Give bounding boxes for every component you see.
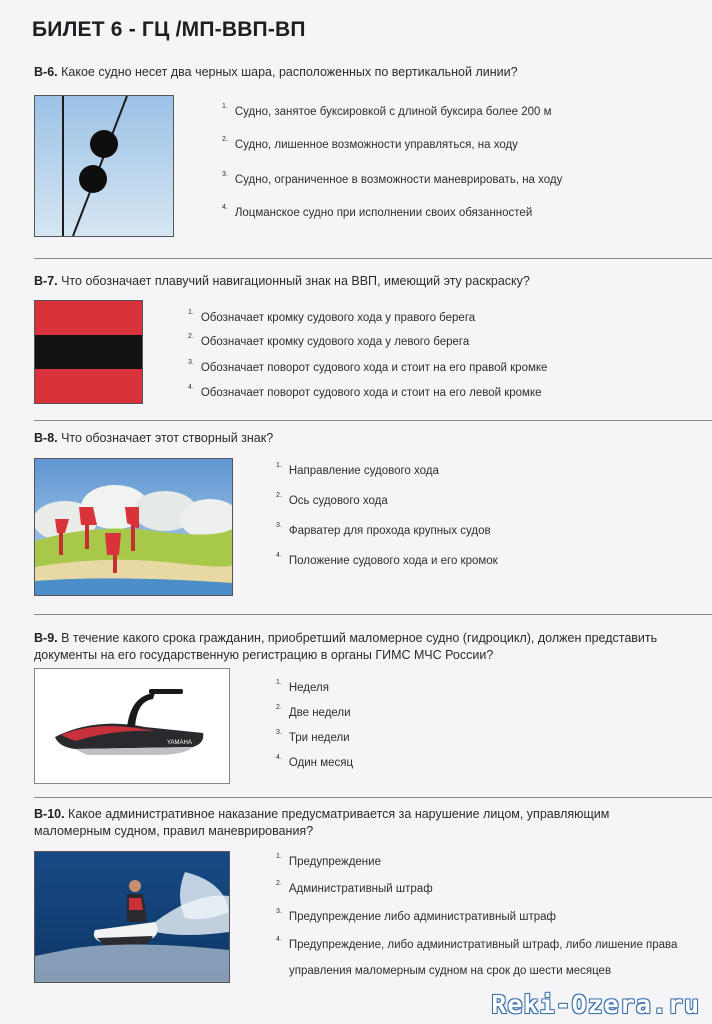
question-b9 — [34, 630, 680, 664]
question-text: В-7. Что обозначает плавучий навигационный знак на ВВП, имеющий эту раскраску? — [34, 274, 530, 288]
jetski-rider-photo — [34, 851, 230, 983]
option-3[interactable]: $^{3.}$ Три недели — [276, 729, 350, 744]
option-4[interactable]: $^{4.}$ Обозначает поворот судового хода и стоит на его левой кромке — [188, 384, 542, 399]
option-3[interactable]: $^{3.}$ Обозначает поворот судового хода и стоит на его правой кромке — [188, 359, 548, 374]
divider — [34, 614, 712, 615]
option-2[interactable]: $^{2.}$ Судно, лишенное возможности управляться, на ходу — [222, 136, 518, 151]
question-number: В-8. — [34, 431, 58, 445]
option-4[interactable]: $^{4.}$ Лоцманское судно при исполнении своих обязанностей — [222, 204, 533, 219]
option-2[interactable]: $^{2.}$ Административный штраф — [276, 880, 433, 895]
jetski-illustration — [35, 669, 229, 783]
option-3[interactable]: $^{3.}$ Судно, ограниченное в возможности маневрировать, на ходу — [222, 171, 563, 186]
brand-label: YAMAHA — [167, 740, 192, 746]
option-1[interactable]: $^{1.}$ Судно, занятое буксировкой с длиной буксира более 200 м — [222, 103, 552, 118]
rider-on-water-illustration — [35, 852, 229, 982]
black-ball-lower — [79, 165, 107, 193]
option-2[interactable]: $^{2.}$ Две недели — [276, 704, 351, 719]
red-black-buoy-coloring-image — [34, 300, 143, 404]
question-text: В-8. Что обозначает этот створный знак? — [34, 431, 274, 445]
question-number: В-9. — [34, 631, 58, 645]
option-4[interactable]: $^{4.}$ Один месяц — [276, 754, 354, 769]
black-band-middle — [35, 335, 142, 369]
option-4-continuation: управления маломерным судном на срок до шести месяцев — [289, 965, 612, 977]
question-b6 — [34, 64, 680, 81]
black-ball-upper — [90, 130, 118, 158]
option-4[interactable]: $^{4.}$ Положение судового хода и его кромок — [276, 552, 498, 567]
option-2[interactable]: $^{2.}$ Обозначает кромку судового хода у левого берега — [188, 333, 470, 348]
question-number: В-7. — [34, 274, 58, 288]
question-b8 — [34, 430, 680, 447]
option-3[interactable]: $^{3.}$ Предупреждение либо административный штраф — [276, 908, 557, 923]
option-1[interactable]: $^{1.}$ Предупреждение — [276, 853, 381, 868]
jetski-image — [34, 668, 230, 784]
mast-balls-illustration — [35, 96, 173, 236]
page-title: БИЛЕТ 6 - ГЦ /МП-ВВП-ВП — [32, 18, 306, 41]
red-band-bottom — [35, 369, 142, 403]
question-text: В-10. Какое административное наказание предусматривается за нарушение лицом, управляющим маломерным судном, правил маневрирования? — [34, 807, 610, 838]
question-b7 — [34, 273, 680, 290]
question-b10 — [34, 806, 680, 840]
range-sign-image — [34, 458, 233, 596]
option-4[interactable]: $^{4.}$ Предупреждение, либо административный штраф, либо лишение права — [276, 936, 678, 951]
question-number: В-6. — [34, 65, 58, 79]
option-1[interactable]: $^{1.}$ Неделя — [276, 679, 329, 694]
question-text: В-9. В течение какого срока гражданин, приобретший маломерное судно (гидроцикл), должен представить документы на его государственную регистрацию в органы ГИМС МЧС России? — [34, 631, 658, 662]
range-sign-landscape — [35, 459, 232, 595]
option-1[interactable]: $^{1.}$ Обозначает кромку судового хода у правого берега — [188, 309, 476, 324]
option-2[interactable]: $^{2.}$ Ось судового хода — [276, 492, 388, 507]
divider — [34, 258, 712, 259]
option-1[interactable]: $^{1.}$ Направление судового хода — [276, 462, 439, 477]
two-black-balls-image — [34, 95, 174, 237]
question-text: В-6. Какое судно несет два черных шара, расположенных по вертикальной линии? — [34, 65, 518, 79]
red-band-top — [35, 301, 142, 335]
option-3[interactable]: $^{3.}$ Фарватер для прохода крупных судов — [276, 522, 491, 537]
site-watermark: Reki-Ozera.ru — [491, 990, 700, 1019]
divider — [34, 797, 712, 798]
question-number: В-10. — [34, 807, 65, 821]
divider — [34, 420, 712, 421]
